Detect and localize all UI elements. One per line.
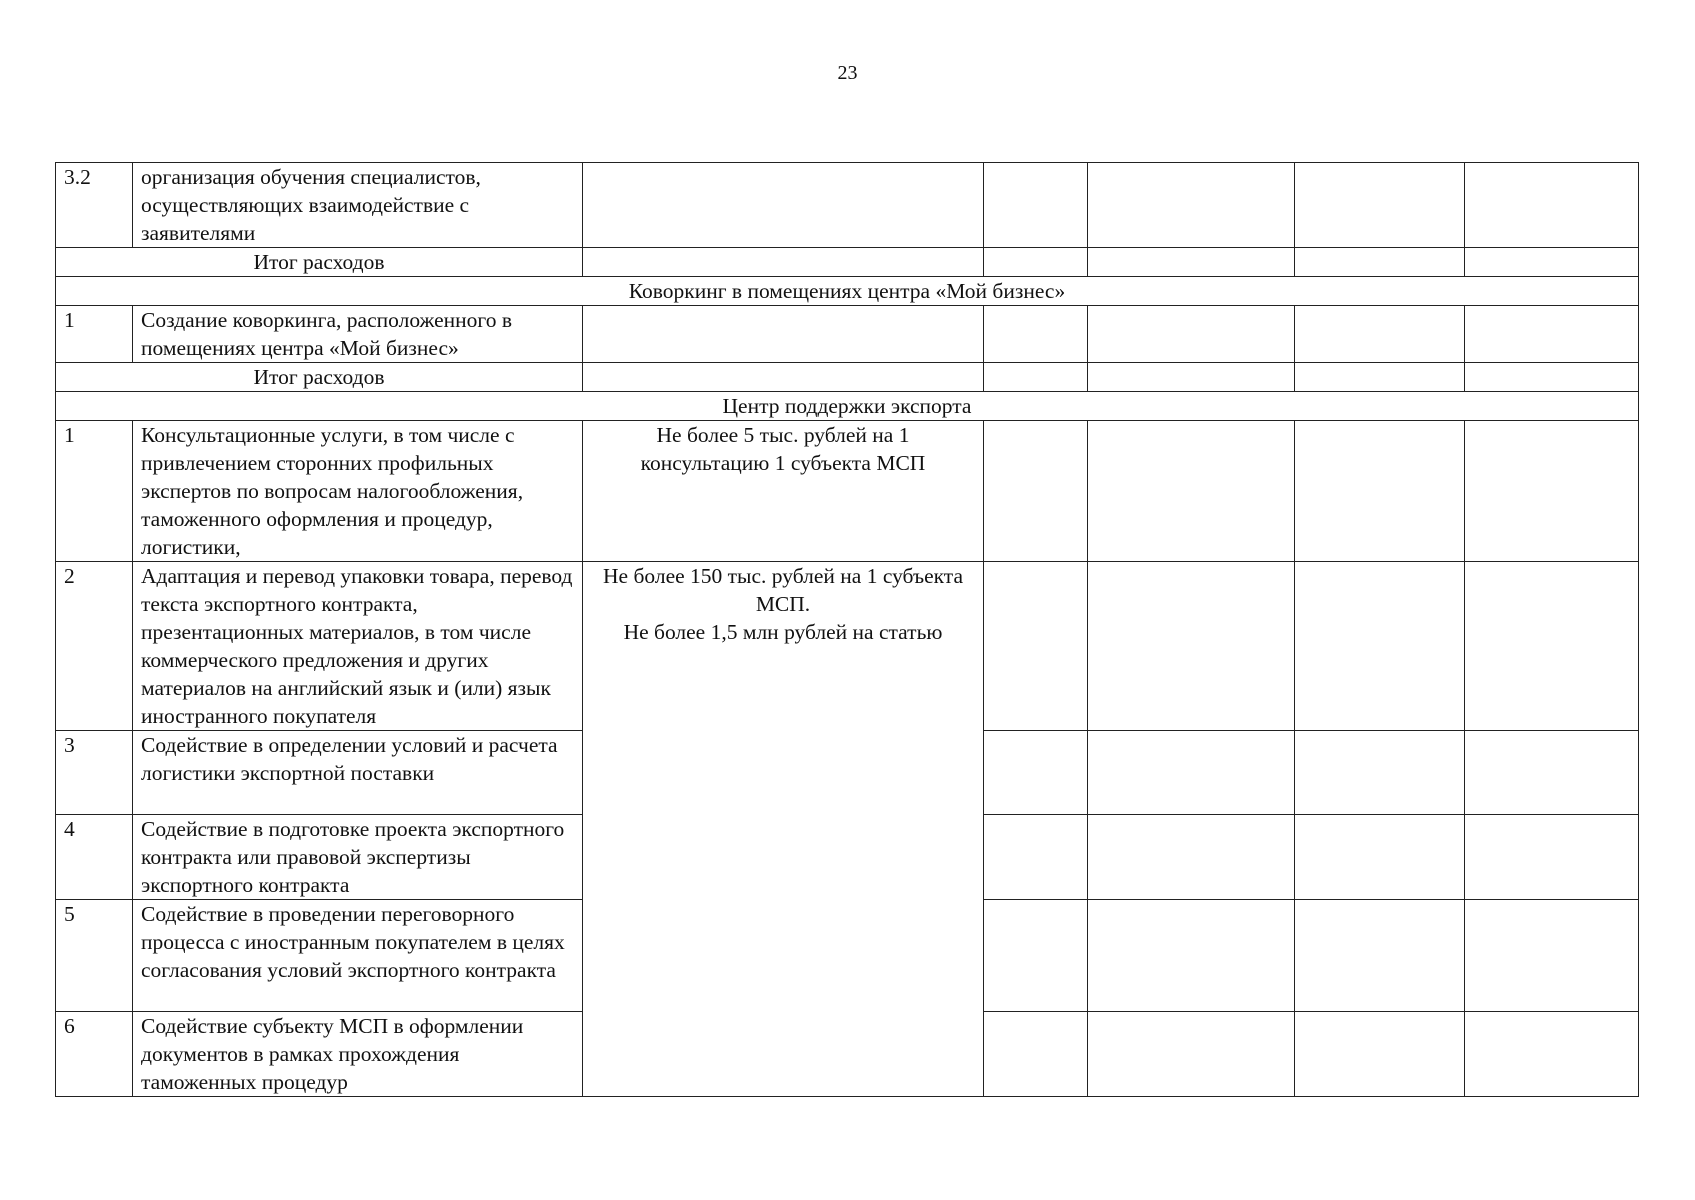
value-cell	[984, 900, 1088, 1012]
value-cell	[984, 731, 1088, 815]
row-name: Создание коворкинга, расположенного в помещениях центра «Мой бизнес»	[133, 306, 583, 363]
value-cell	[984, 306, 1088, 363]
total-label: Итог расходов	[56, 363, 583, 392]
row-number: 3	[56, 731, 133, 815]
total-cell	[1295, 248, 1465, 277]
norm-text-line: Не более 1,5 млн рублей на статью	[623, 620, 943, 644]
section-title-coworking: Коворкинг в помещениях центра «Мой бизнес»	[56, 277, 1639, 306]
section-header-row	[56, 277, 1639, 306]
table-row	[56, 163, 1639, 248]
value-cell	[1295, 815, 1465, 900]
value-cell	[1088, 1012, 1295, 1097]
value-cell	[1295, 562, 1465, 731]
row-name: Содействие в определении условий и расчета логистики экспортной поставки	[133, 731, 583, 815]
value-cell	[1465, 815, 1639, 900]
total-cell	[984, 248, 1088, 277]
row-number: 6	[56, 1012, 133, 1097]
value-cell	[984, 562, 1088, 731]
value-cell	[1088, 562, 1295, 731]
total-cell	[1465, 363, 1639, 392]
value-cell	[1088, 815, 1295, 900]
value-cell	[1295, 1012, 1465, 1097]
value-cell	[984, 421, 1088, 562]
row-number: 3.2	[56, 163, 133, 248]
value-cell	[1465, 562, 1639, 731]
value-cell	[1295, 163, 1465, 248]
value-cell	[1295, 731, 1465, 815]
value-cell	[1465, 306, 1639, 363]
total-cell	[1465, 248, 1639, 277]
total-cell	[583, 363, 984, 392]
value-cell	[984, 815, 1088, 900]
total-row	[56, 363, 1639, 392]
section-title-export: Центр поддержки экспорта	[56, 392, 1639, 421]
value-cell	[1088, 421, 1295, 562]
expense-table	[55, 162, 1639, 1097]
value-cell	[1088, 306, 1295, 363]
table-row	[56, 562, 1639, 731]
value-cell	[1295, 306, 1465, 363]
section-header-row	[56, 392, 1639, 421]
value-cell	[984, 1012, 1088, 1097]
value-cell	[1088, 163, 1295, 248]
norm-cell-merged	[583, 562, 984, 1097]
row-number: 5	[56, 900, 133, 1012]
row-name: Содействие в проведении переговорного процесса с иностранным покупателем в целях согласования условий экспортного контракта	[133, 900, 583, 1012]
value-cell	[1465, 1012, 1639, 1097]
norm-cell: Не более 5 тыс. рублей на 1 консультацию 1 субъекта МСП	[583, 421, 984, 562]
value-cell	[1465, 163, 1639, 248]
row-number: 2	[56, 562, 133, 731]
row-name: Адаптация и перевод упаковки товара, перевод текста экспортного контракта, презентационных материалов, в том числе коммерческого предложения и других материалов на английский язык и (или) язык иностранного покупателя	[133, 562, 583, 731]
row-name: Содействие в подготовке проекта экспортного контракта или правовой экспертизы экспортного контракта	[133, 815, 583, 900]
row-number: 1	[56, 421, 133, 562]
value-cell	[1088, 900, 1295, 1012]
value-cell	[984, 163, 1088, 248]
row-name: Содействие субъекту МСП в оформлении документов в рамках прохождения таможенных процедур	[133, 1012, 583, 1097]
row-number: 4	[56, 815, 133, 900]
norm-text-line: Не более 150 тыс. рублей на 1 субъекта МСП.	[603, 564, 963, 616]
total-cell	[984, 363, 1088, 392]
total-cell	[1088, 363, 1295, 392]
table-row	[56, 421, 1639, 562]
value-cell	[1088, 731, 1295, 815]
value-cell	[1465, 900, 1639, 1012]
value-cell	[1465, 421, 1639, 562]
total-cell	[1088, 248, 1295, 277]
table-row	[56, 306, 1639, 363]
value-cell	[1465, 731, 1639, 815]
value-cell	[1295, 421, 1465, 562]
row-name: Консультационные услуги, в том числе с привлечением сторонних профильных экспертов по вопросам налогообложения, таможенного оформления и процедур, логистики,	[133, 421, 583, 562]
value-cell	[1295, 900, 1465, 1012]
row-name: организация обучения специалистов, осуществляющих взаимодействие с заявителями	[133, 163, 583, 248]
total-cell	[1295, 363, 1465, 392]
norm-cell	[583, 306, 984, 363]
total-label: Итог расходов	[56, 248, 583, 277]
row-number: 1	[56, 306, 133, 363]
total-row	[56, 248, 1639, 277]
page-number: 23	[837, 62, 858, 84]
norm-cell	[583, 163, 984, 248]
total-cell	[583, 248, 984, 277]
